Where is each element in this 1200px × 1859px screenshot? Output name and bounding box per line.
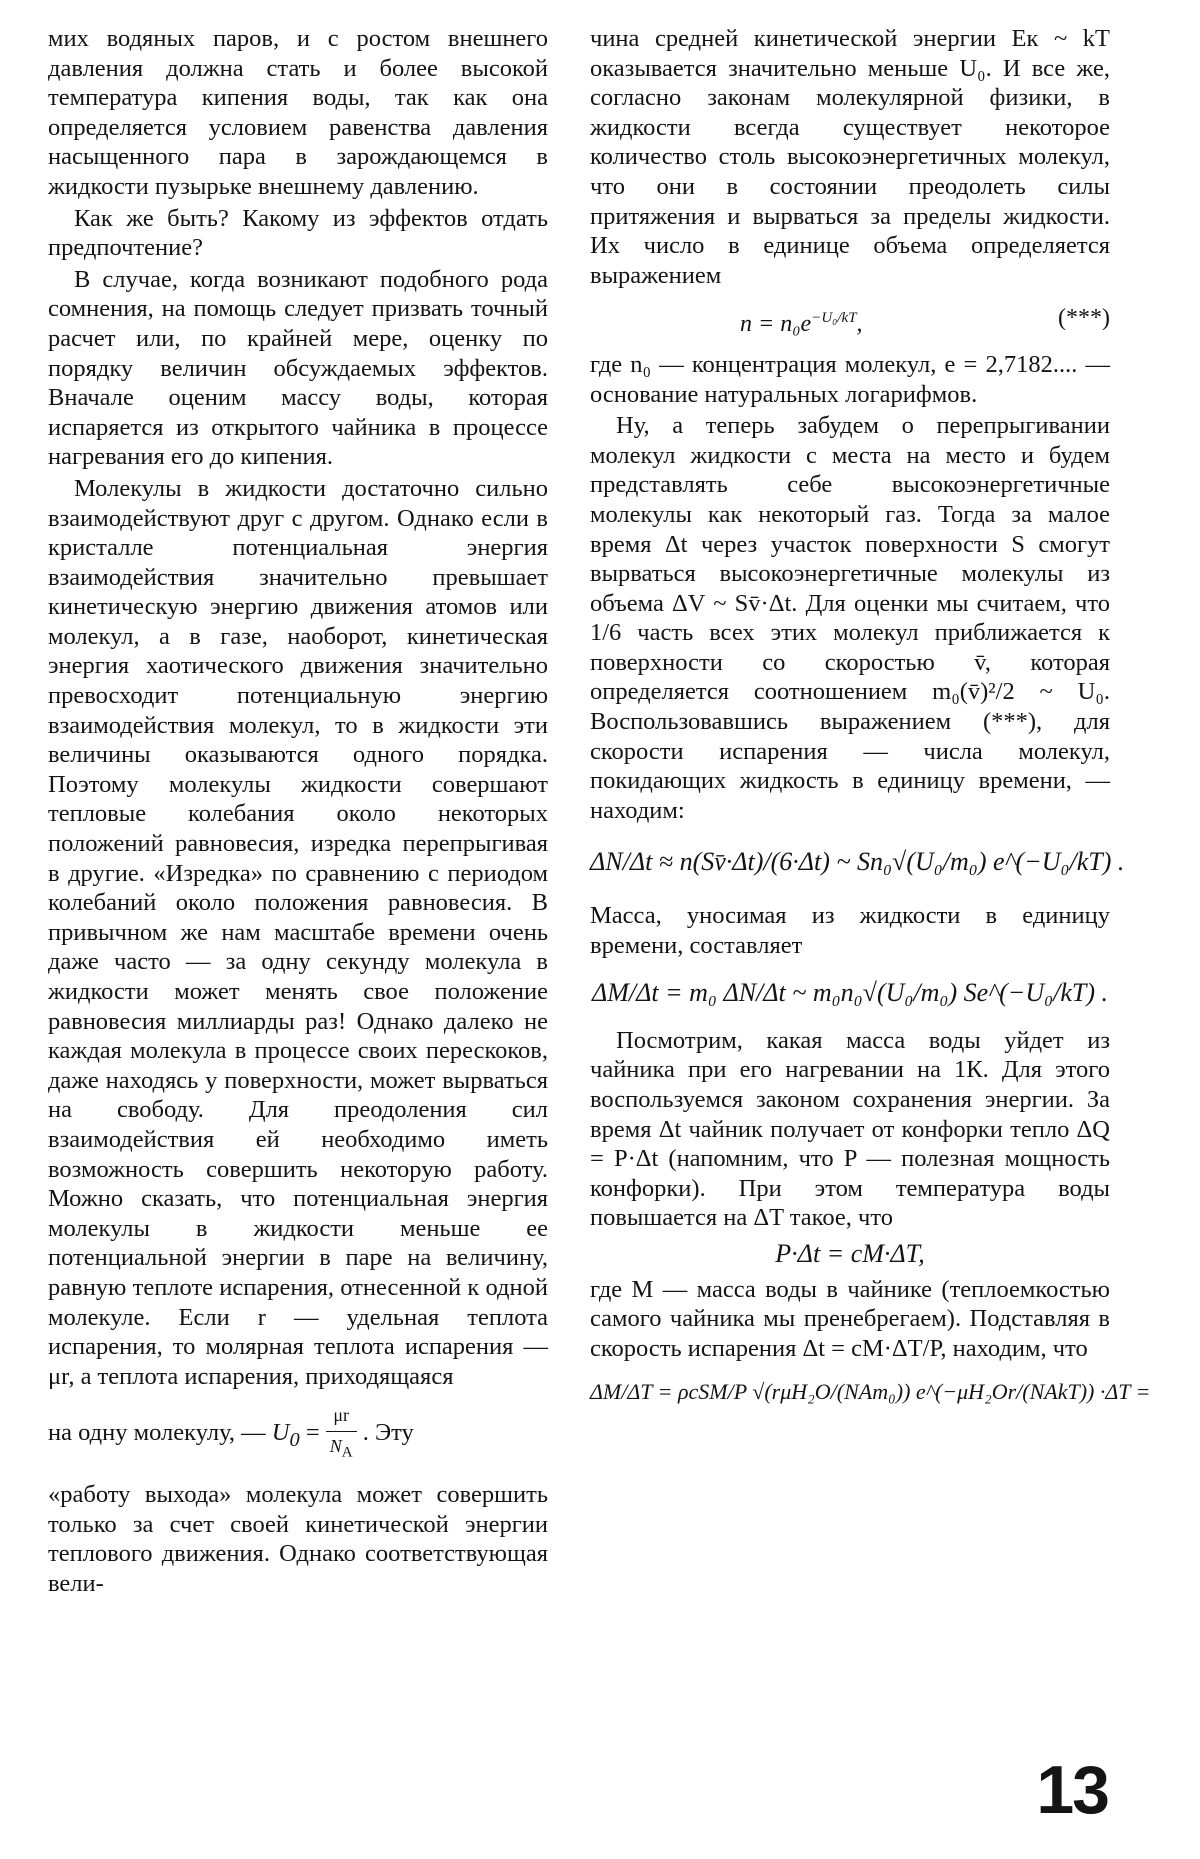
eq3-exponent: −U₀/kT [811, 310, 857, 327]
eq3-tag: (***) [1058, 305, 1110, 332]
equation-evaporation-rate: ΔN/Δt ≈ n(Sv̄·Δt)/(6·Δt) ~ Sn₀√(U₀/m₀) e^(−U₀/kT) . [590, 847, 1125, 877]
u0-lead-text: на одну молекулу, — [48, 1419, 266, 1447]
u0-lhs: U [271, 1419, 290, 1447]
u0-tail-text: . Эту [362, 1419, 414, 1447]
equation-boltzmann: $n = n_0e^{-U_0/kT}$, (***) [590, 304, 1110, 340]
left-paragraph-2: Как же быть? Какому из эффектов отдать предпочтение? [48, 204, 548, 262]
eq3-lhs: n = n₀e [740, 311, 812, 338]
right-paragraph-5: Посмотрим, какая масса воды уйдет из чайника при его нагревании на 1К. Для этого воспользуемся законом сохранения энергии. За время Δt чайник получает от конфорки тепло ΔQ = P·Δt (напомним, что P — полезная мощность конфорки). При этом температура воды повышается на ΔT такое, что [590, 1026, 1110, 1232]
equation-energy-balance: P·Δt = cM·ΔT, [775, 1238, 925, 1268]
equation-final: ΔM/ΔT = ρcSM/P √(rμH₂O/(NAm₀)) e^(−μH₂Or/(NAkT)) ·ΔT = [590, 1379, 1151, 1405]
right-paragraph-2: где n₀ — концентрация молекул, e = 2,7182.... — основание натуральных логарифмов. [590, 350, 1110, 408]
equation-mass-rate: ΔM/Δt = m₀ ΔN/Δt ~ m₀n₀√(U₀/m₀) Se^(−U₀/kT) . [591, 978, 1109, 1008]
u0-fraction-numerator: μr [326, 1401, 357, 1432]
u0-formula-line: на одну молекулу, — $U_0$ = $\frac{\mu r}{N_A}$ . Эту [48, 1401, 548, 1468]
right-paragraph-3: Ну, а теперь забудем о перепрыгивании молекул жидкости с места на место и будем представлять себе высокоэнергетичные молекулы как некоторый газ. Тогда за малое время Δt через участок поверхности S смогут вырваться высокоэнергетичные молекулы из объема ΔV ~ Sv̄·Δt. Для оценки мы считаем, что 1/6 часть всех этих молекул приближается к поверхности со скоростью v̄, которая определяется соотношением m₀(v̄)²/2 ~ U₀. Воспользовавшись выражением (***), для скорости испарения — числа молекул, покидающих жидкость в единицу времени, — находим: [590, 412, 1110, 824]
right-column [590, 24, 1151, 1407]
u0-fraction: $\frac{\mu r}{N_A}$ [326, 1401, 357, 1468]
right-paragraph-4: Масса, уносимая из жидкости в единицу времени, составляет [590, 902, 1110, 959]
left-paragraph-1: мих водяных паров, и с ростом внешнего давления должна стать и более высокой температура кипения воды, так как она определяется условием равенства давления насыщенного пара в зарождающемся в жидкости пузырьке внешнему давлению. [48, 25, 548, 200]
left-paragraph-5: «работу выхода» молекула может совершить только за счет своей кинетической энергии теплового движения. Однако соответствующая вели- [48, 1481, 548, 1597]
left-column [48, 24, 548, 1600]
right-paragraph-6: где M — масса воды в чайнике (теплоемкостью самого чайника мы пренебрегаем). Подставляя в скорость испарения Δt = cM·ΔT/P, находим, что [590, 1275, 1110, 1362]
right-paragraph-1: чина средней кинетической энергии Eк ~ kT оказывается значительно меньше U₀. И все же, согласно законам молекулярной физики, в жидкости всегда существует некоторое количество столь высокоэнергетичных молекул, что они в состоянии преодолеть силы притяжения и вырваться за пределы жидкости. Их число в единице объема определяется выражением [590, 25, 1110, 289]
u0-fraction-denominator: N [329, 1435, 342, 1456]
left-paragraph-4: Молекулы в жидкости достаточно сильно взаимодействуют друг с другом. Однако если в кристалле потенциальная энергия взаимодействия значительно превышает кинетическую энергию движения атомов или молекул, а в газе, наоборот, кинетическая энергия хаотического движения значительно превосходит потенциальную энергию взаимодействия молекул, то в жидкости эти величины оказываются одного порядка. Поэтому молекулы жидкости совершают тепловые колебания около некоторых положений равновесия, изредка перепрыгивая в другие. «Изредка» по сравнению с периодом колебаний около положения равновесия. В привычном же нам масштабе времени очень даже часто — за одну секунду молекула в жидкости может менять свое положение равновесия миллиарды раз! Однако далеко не каждая молекула в процессе своих перескоков, даже находясь у поверхности, может вырваться на свободу. Для преодоления сил взаимодействия ей необходимо иметь возможность совершить некоторую работу. Можно сказать, что потенциальная энергия молекулы в жидкости меньше ее потенциальной энергии в паре на величину, равную теплоте испарения, отнесенной к одной молекуле. Если r — удельная теплота испарения, то молярная теплота испарения — μr, а теплота испарения, приходящаяся [48, 474, 548, 1390]
left-paragraph-3: В случае, когда возникают подобного рода сомнения, на помощь следует призвать точный расчет или, по крайней мере, оценку по порядку величин обсуждаемых эффектов. Вначале оценим массу воды, которая испаряется из открытого чайника в процессе нагревания его до кипения. [48, 265, 548, 471]
page-number: 13 [1036, 1752, 1108, 1828]
